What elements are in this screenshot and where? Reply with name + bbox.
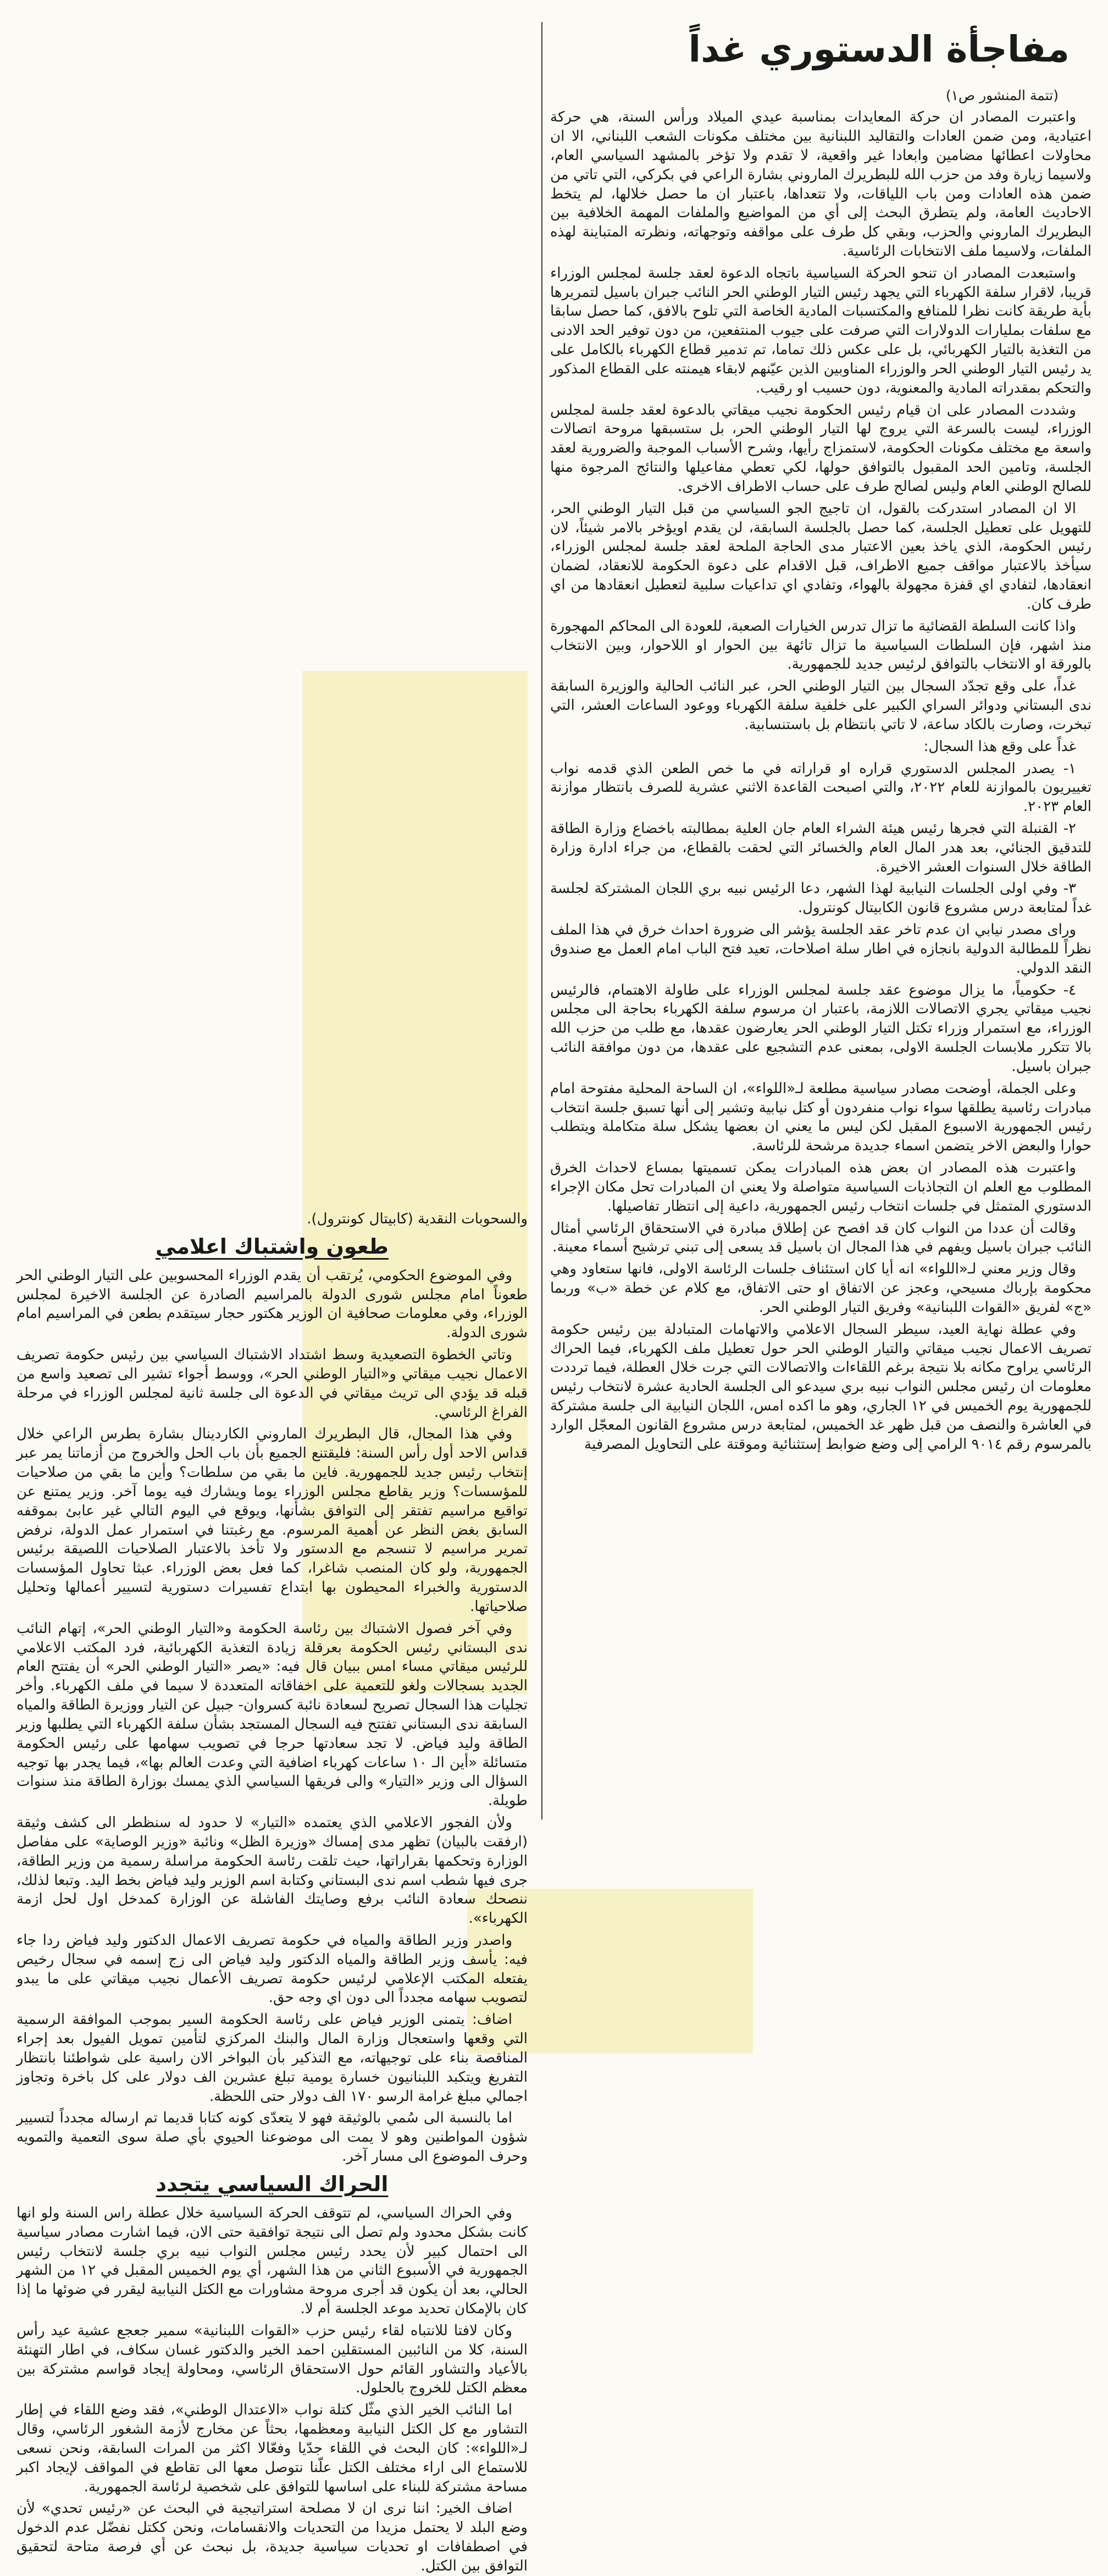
section-title-hirak: الحراك السياسي يتجدد <box>156 2171 389 2196</box>
article-paragraph: غداً، على وقع تجدّد السجال بين التيار الوطني الحر، عبر النائب الحالية والوزيرة السابقة ندى البستاني ودوائر السراي الكبير على خلفية سلفة الكهرباء ووعود الساعات العشر، التي تبخرت، وصارت بالكاد ساعة، لا تاتي بانتظام بل باستنسابية. <box>550 678 1092 733</box>
section2-paragraph: اما النائب الخير الذي مثّل كتلة نواب «الاعتدال الوطني»، فقد وضع اللقاء في إطار التشاور مع كل الكتل النيابية ومعظمها، بحثاً عن مخارج لأزمة الشغور الرئاسي، وقال لـ«اللواء»: كان البحث في اللقاء جدّيا وفعّالا اكثر من المرات السابقة، ونحن نسعى للاستماع الى اراء مختلف الكتل علّنا نتوصل معها الى تقاطع في المواقف لإيجاد اكبر مساحة مشتركة للبناء على اساسها للتوافق على شخصية لرئاسة الجمهورية. <box>16 2402 528 2495</box>
right-column <box>550 22 1092 1825</box>
section1-paragraph: وفي آخر فصول الاشتباك بين رئاسة الحكومة و«التيار الوطني الحر»، إتهام النائب ندى البستاني رئيس الحكومة بعرقلة زيادة التغذية الكهربائية، فرد المكتب الاعلامي للرئيس ميقاتي مساء امس ببيان قال فيه: «يصر «التيار الوطني الحر» أن يفتتح العام الجديد بسجالات ولغو للتعمية على اخفاقاته المتعددة لا سيما في ملف الكهرباء. وأخر تجليات هذا السجال تصريح لسعادة نائبة كسروان- جبيل عن التيار ووزيرة الطاقة والمياه السابقة ندى البستاني تفتتح فيه السجال المستجد بشأن سلفة الكهرباء التي يطلبها وزير الطاقة وليد فياض. لا تجد سعادتها حرجا في تصويب سهامها على رئيس الحكومة متسائلة «أين الـ ١٠ ساعات كهرباء اضافية التي وعدت العالم بها»، فيما يجدر بها توجيه السؤال الى وزير «التيار» والى فريقها السياسي الذي يمسك بوزارة الطاقة منذ سنوات طويلة. <box>16 1620 528 1810</box>
article-paragraph: واعتبرت المصادر ان حركة المعايدات بمناسبة عيدي الميلاد ورأس السنة، هي حركة اعتيادية، ومن ضمن العادات والتقاليد اللبنانية بين مختلف مكونات الشعب اللبناني، الا ان محاولات اعطائها مضامين وابعادا غير واقعية، لا تقدم ولا تؤخر بالمشهد السياسي العام، ولاسيما زيارة وفد من حزب الله للبطريرك الماروني بشارة الراعي في بكركي، التي تاتي من ضمن هذه العادات ومن باب اللياقات، ولا تتعداها، باعتبار ان ما حصل خلالها، لم يتخط الاحاديث العامة، ولم يتطرق البحث إلى أي من المواضيع والملفات المهمة الخلافية بين البطريرك الماروني والحزب، وبقي كل طرف على مواقفه وتوجهاته، ونظرته المتباينة لهذه الملفات، ولاسيما ملف الانتخابات الرئاسية. <box>550 109 1092 260</box>
left-column <box>16 22 528 2574</box>
article-paragraph: وعلى الجملة، أوضحت مصادر سياسية مطلعة لـ«اللواء»، ان الساحة المحلية مفتوحة امام مبادرات رئاسية يطلقها سواء نواب منفردون أو كتل نيابية وتشير إلى أنها تسبق جلسة انتخاب رئيس الجمهورية الاسبوع المقبل لكن ليس ما يعني ان بعضها يشكل سلة متكاملة ويتطلب حوارا والبعض الاخر يتضمن اسماء جديدة مرشحة للرئاسة. <box>550 1080 1092 1155</box>
right-column-body <box>550 108 1092 1454</box>
left-top-line: والسحوبات النقدية (كابيتال كونترول). <box>307 1211 528 1227</box>
article-paragraph: ٢- القنبلة التي فجرها رئيس هيئة الشراء العام جان العلية بمطالبته باخضاع وزارة الطاقة للتدقيق الجنائي، بعد هدر المال العام والخسائر التي لحقت بالقطاع، من جراء ادارة وزارة الطاقة خلال السنوات العشر الاخيرة. <box>550 820 1092 875</box>
section2-body <box>16 2204 528 2576</box>
section2-paragraph: وفي الحراك السياسي، لم تتوقف الحركة السياسية خلال عطلة راس السنة ولو انها كانت بشكل محدود ولم تصل الى نتيجة توافقية حتى الان، فيما اشارت مصادر سياسية الى احتمال كبير لأن يحدد رئيس مجلس النواب نبيه بري جلسة لانتخاب رئيس الجمهورية في الأسبوع الثاني من هذا الشهر، أي يوم الخميس المقبل في ١٢ من الشهر الحالي، بعد أن يكون قد أجرى مروحة مشاورات مع الكتل النيابية ليقرر في ضوئها ما إذا كان بالإمكان تحديد موعد الجلسة أم لا. <box>16 2204 528 2318</box>
section1-body <box>16 1266 528 2166</box>
article-paragraph: واستبعدت المصادر ان تنحو الحركة السياسية باتجاه الدعوة لعقد جلسة لمجلس الوزراء قريبا، لاقرار سلفة الكهرباء التي يجهد رئيس التيار الوطني الحر النائب جبران باسيل لتمريرها بأية طريقة كانت نظرا للمنافع والمكتسبات المادية الخاصة التي تلوح بالافق، كما حصل سابقا مع سلفات بمليارات الدولارات التي صرفت على جيوب المنتفعين، من دون توفير الحد الادنى من التغذية بالتيار الكهربائي، بل على عكس ذلك تماما، تم تدمير قطاع الكهرباء بالكامل على يد رئيس التيار الوطني الحر والوزراء المناوبين الذين عيّنهم لابقاء هيمنته على القطاع المذكور والتحكم بمقدراته المادية والمعنوية، دون حسيب او رقيب. <box>550 264 1092 396</box>
article-paragraph: وقالت أن عددا من النواب كان قد افصح عن إطلاق مبادرة في الاستحقاق الرئاسي أمثال النائب جبران باسيل ويفهم في هذا المجال ان باسيل قد يسعى إلى تبني ترشيح أسماء معينة. <box>550 1220 1092 1256</box>
article-paragraph: ٣- وفي اولى الجلسات النيابية لهذا الشهر، دعا الرئيس نبيه بري اللجان المشتركة لجلسة غداً لمتابعة درس مشروع قانون الكابيتال كونترول. <box>550 880 1092 917</box>
section-title-tuoun: طعون واشتباك اعلامي <box>156 1234 389 1259</box>
section1-paragraph: اما بالنسبة الى سُمي بالوثيقة فهو لا يتعدّى كونه كتابا قديما تم ارساله مجدداً لتسيير شؤون المواطنين وهو لا يمت الى موضوعنا الحيوي بأي صلة سوى التعمية والتمويه وحرف الموضوع الى مسار آخر. <box>16 2110 528 2165</box>
section1-paragraph: وفي الموضوع الحكومي، يُرتقب أن يقدم الوزراء المحسوبين على التيار الوطني الحر طعوناً امام مجلس شورى الدولة بالمراسيم الصادرة عن الجلسة الاخيرة لمجلس الوزراء، وفي معلومات صحافية ان الوزير هكتور حجار سيتقدم بطعن في المراسيم امام شورى الدولة. <box>16 1267 528 1342</box>
section1-paragraph: اضاف: يتمنى الوزير فياض على رئاسة الحكومة السير بموجب الموافقة الرسمية التي وقعها واستعجال وزارة المال والبنك المركزي لتأمين تمويل الفيول بعد إجراء المناقصة بناء على توجيهاته، مع التذكير بأن البواخر الان راسية على شواطئنا بانتظار التفريغ ويتكبد اللبنانيون خسارة يومية تبلغ عشرين الف دولار على كل باخرة وتجاوز اجمالي مبلغ غرامة الرسو ١٧٠ الف دولار حتى اللحظة. <box>16 2011 528 2105</box>
article-paragraph: وقال وزير معني لـ«اللواء» انه أيا كان استئناف جلسات الرئاسة الاولى، فانها ستعاود وهي محكومة بإرباك مسيحي، وعجز عن الاتفاق او حتى الاتفاق، مع كلام عن خطة «ب» وربما «ج» لفريق «القوات اللبنانية» وفريق التيار الوطني الحر. <box>550 1261 1092 1316</box>
column-divider <box>541 22 542 1819</box>
article-paragraph: وراى مصدر نيابي ان عدم تاخر عقد الجلسة يؤشر الى ضرورة احداث خرق في هذا الملف نظراً للمطالبة الدولية بانجازه في اطار سلة اصلاحات، تعيد فتح الباب امام العمل مع صندوق النقد الدولي. <box>550 922 1092 977</box>
section1-paragraph: وفي هذا المجال، قال البطريرك الماروني الكاردينال بشارة بطرس الراعي خلال قداس الاحد أول رأس السنة: فليقتنع الجميع بأن باب الحل والخروج من أزماتنا يمر عبر إنتخاب رئيس جديد للجمهورية. فاين ما بقي من سلطات؟ وأين ما بقي من صلاحيات للمؤسسات؟ وزير يقاطع مجلس الوزراء يوما ويشارك فيه يوما آخر. وزير يمتنع عن تواقيع مراسيم تفتقر إلى التوافق بشأنها، ويوقع في اليوم التالي غير عابئ بموقفه السابق بغض النظر عن أهمية المرسوم. مع رغبتنا في استمرار عمل الدولة، نرفض تمرير مراسيم لا تنسجم مع الدستور ولا تأخذ بالاعتبار الصلاحيات اللصيقة برئيس الجمهورية، ولو كان المنصب شاغرا، كما فعل بعض الوزراء. عبثا تحاول المؤسسات الدستورية والخبراء المحيطون بها ابتداع تفسيرات دستورية لتسيير أعمالها وتحليل صلاحياتها. <box>16 1426 528 1615</box>
section1-paragraph: ولأن الفجور الاعلامي الذي يعتمده «التيار» لا حدود له سنظطر الى كشف وثيقة (ارفقت بالبيان) تظهر مدى إمساك «وزيرة الظل» ونائبة «وزير الوصاية» على مفاصل الوزارة وتحكمها بقراراتها، حيث تلقت رئاسة الحكومة مراسلة رسمية من وزير الطاقة، جرى فيها شطب اسم ندى البستاني وكتابة اسم الوزير وليد فياض بخط اليد. وتبعا لذلك، ننصحك سعادة النائب برفع وصايتك الفاشلة عن الوزارة كمدخل اول لحل ازمة الكهرباء». <box>16 1814 528 1927</box>
article-paragraph: غداً على وقع هذا السجال: <box>923 738 1076 755</box>
article-headline: مفاجأة الدستوري غداً <box>688 28 1070 70</box>
article-paragraph: ٤- حكومياً، ما يزال موضوع عقد جلسة لمجلس الوزراء على طاولة الاهتمام، فالرئيس نجيب ميقاتي يجري الاتصالات اللازمة، باعتبار ان مرسوم سلفة الكهرباء بحاجة الى مجلس الوزراء، مع استمرار وزراء تكتل التيار الوطني الحر يعارضون عقدها، مع طلب من حزب الله بالا تتكرر ملابسات الجلسة الاولى، بمعنى عدم التشجيع على عقدها، من دون موافقة النائب جبران باسيل. <box>550 981 1092 1075</box>
section1-paragraph: واصدر وزير الطاقة والمياه في حكومة تصريف الاعمال الدكتور وليد فياض ردا جاء فيه: يأسف وزير الطاقة والمياه الدكتور وليد فياض الى زج إسمه في سجال رخيص يفتعله المكتب الإعلامي لرئيس حكومة تصريف الأعمال نجيب ميقاتي على ما يبدو لتصويب سهامه مجدداً الى دون اي وجه حق. <box>16 1932 528 2006</box>
section2-paragraph: اضاف الخير: اننا نرى ان لا مصلحة استراتيجية في البحث عن «رئيس تحدي» لأن وضع البلد لا يحتمل مزيدا من التحديات والانقسامات، ونحن ككتل نفضّل عدم الدخول في اصطفافات او تحديات سياسية جديدة، بل نبحث عن أي فرصة متاحة لتحقيق التوافق بين الكتل. <box>16 2500 528 2574</box>
article-paragraph: واذا كانت السلطة القضائية ما تزال تدرس الخيارات الصعبة، للعودة الى المحاكم المهجورة منذ اشهر، فإن السلطات السياسية ما تزال تائهة بين الحوار او اللاحوار، وبين الانتخاب بالورقة او الانتخاب بالتوافق لرئيس جديد للجمهورية. <box>550 617 1092 673</box>
article-paragraph: الا ان المصادر استدركت بالقول، ان تاجيج الجو السياسي من قبل التيار الوطني الحر، للتهويل على تعطيل الجلسة، كما حصل بالجلسة السابقة، لن يقدم اويؤخر بالامر شيئاً، لان رئيس الحكومة، الذي ياخذ بعين الاعتبار مدى الحاجة الملحة لعقد جلسة لمجلس الوزراء، سيأخذ بالاعتبار مواقف جميع الاطراف، قبل الاقدام على دعوة الحكومة للانعقاد، لضمان انعقادها، لتفادي اي قفزة مجهولة بالهواء، وتفادي اي تداعيات سلبية لتعطيل انعقادها من اي طرف كان. <box>550 500 1092 613</box>
continuation-note: (تتمة المنشور ص١) <box>945 87 1059 104</box>
article-paragraph: ١- يصدر المجلس الدستوري قراره او قراراته في ما خص الطعن الذي قدمه نواب تغييريون بالموازنة للعام ٢٠٢٢، والتي اصبحت القاعدة الاثني عشرية للصرف بانتظار موازنة العام ٢٠٢٣. <box>550 760 1092 815</box>
section1-paragraph: وتاتي الخطوة التصعيدية وسط اشتداد الاشتباك السياسي بين رئيس حكومة تصريف الاعمال نجيب ميقاتي و«التيار الوطني الحر»، ووسط أجواء تشير الى تصعيد واسع من قبله قد يؤدي الى تريث ميقاتي في الدعوة الى جلسة ثانية لمجلس الوزراء في مرحلة الفراغ الرئاسي. <box>16 1347 528 1421</box>
article-paragraph: وفي عطلة نهاية العيد، سيطر السجال الاعلامي والاتهامات المتبادلة بين رئيس حكومة تصريف الاعمال نجيب ميقاتي والتيار الوطني الحر حول تعطيل ملف الكهرباء، فيما الحراك الرئاسي يراوح مكانه بلا نتيجة برغم اللقاءات والاتصالات التي جرت خلال العطلة، فيما ترددت معلومات ان رئيس مجلس النواب نبيه بري سيدعو الى الجلسة الحادية عشرة لانتخاب رئيس للجمهورية يوم الخميس في ١٢ الجاري، وهو ما اكده امس، اللجان النيابية الى جلسة مشتركة في العاشرة والنصف من قبل ظهر غد الخميس، لمتابعة درس مشروع القانون المعجّل الوارد بالمرسوم رقم ٩٠١٤ الرامي إلى وضع ضوابط إستثنائية وموقتة على التحاويل المصرفية <box>550 1321 1092 1453</box>
article-paragraph: وشددت المصادر على ان قيام رئيس الحكومة نجيب ميقاتي بالدعوة لعقد جلسة لمجلس الوزراء، ليست بالسرعة التي يروج لها التيار الوطني الحر، بل ستسبقها مروحة اتصالات واسعة مع مختلف مكونات الحكومة، لاستمزاج رأيها، وشرح الأسباب الموجبة والضرورية لعقد الجلسة، وتامين الحد المقبول بالتوافق حولها، لكي تعطي مفاعيلها والنتائج المرجوة منها للصالح الوطني العام وليس لصالح طرف على حساب الاطراف الاخرى. <box>550 401 1092 495</box>
article-paragraph: واعتبرت هذه المصادر ان بعض هذه المبادرات يمكن تسميتها بمساع لاحداث الخرق المطلوب مع العلم ان التجاذبات السياسية متواصلة ولا يعني ان المبادرات تحل مكان الإجراء الدستوري المتمثل في جلسات انتخاب رئيس الجمهورية، داعية إلى انتظار تفاصيلها. <box>550 1160 1092 1215</box>
section2-paragraph: وكان لافتا للانتباه لقاء رئيس حزب «القوات اللبنانية» سمير جعجع عشية عيد رأس السنة، كلا من النائبين المستقلين احمد الخير والدكتور غسان سكاف، في اطار التهنئة بالأعياد والتشاور القائم حول الاستحقاق الرئاسي، ومحاولة إيجاد قواسم مشتركة بين معظم الكتل للخروج بالحلول. <box>16 2322 528 2397</box>
